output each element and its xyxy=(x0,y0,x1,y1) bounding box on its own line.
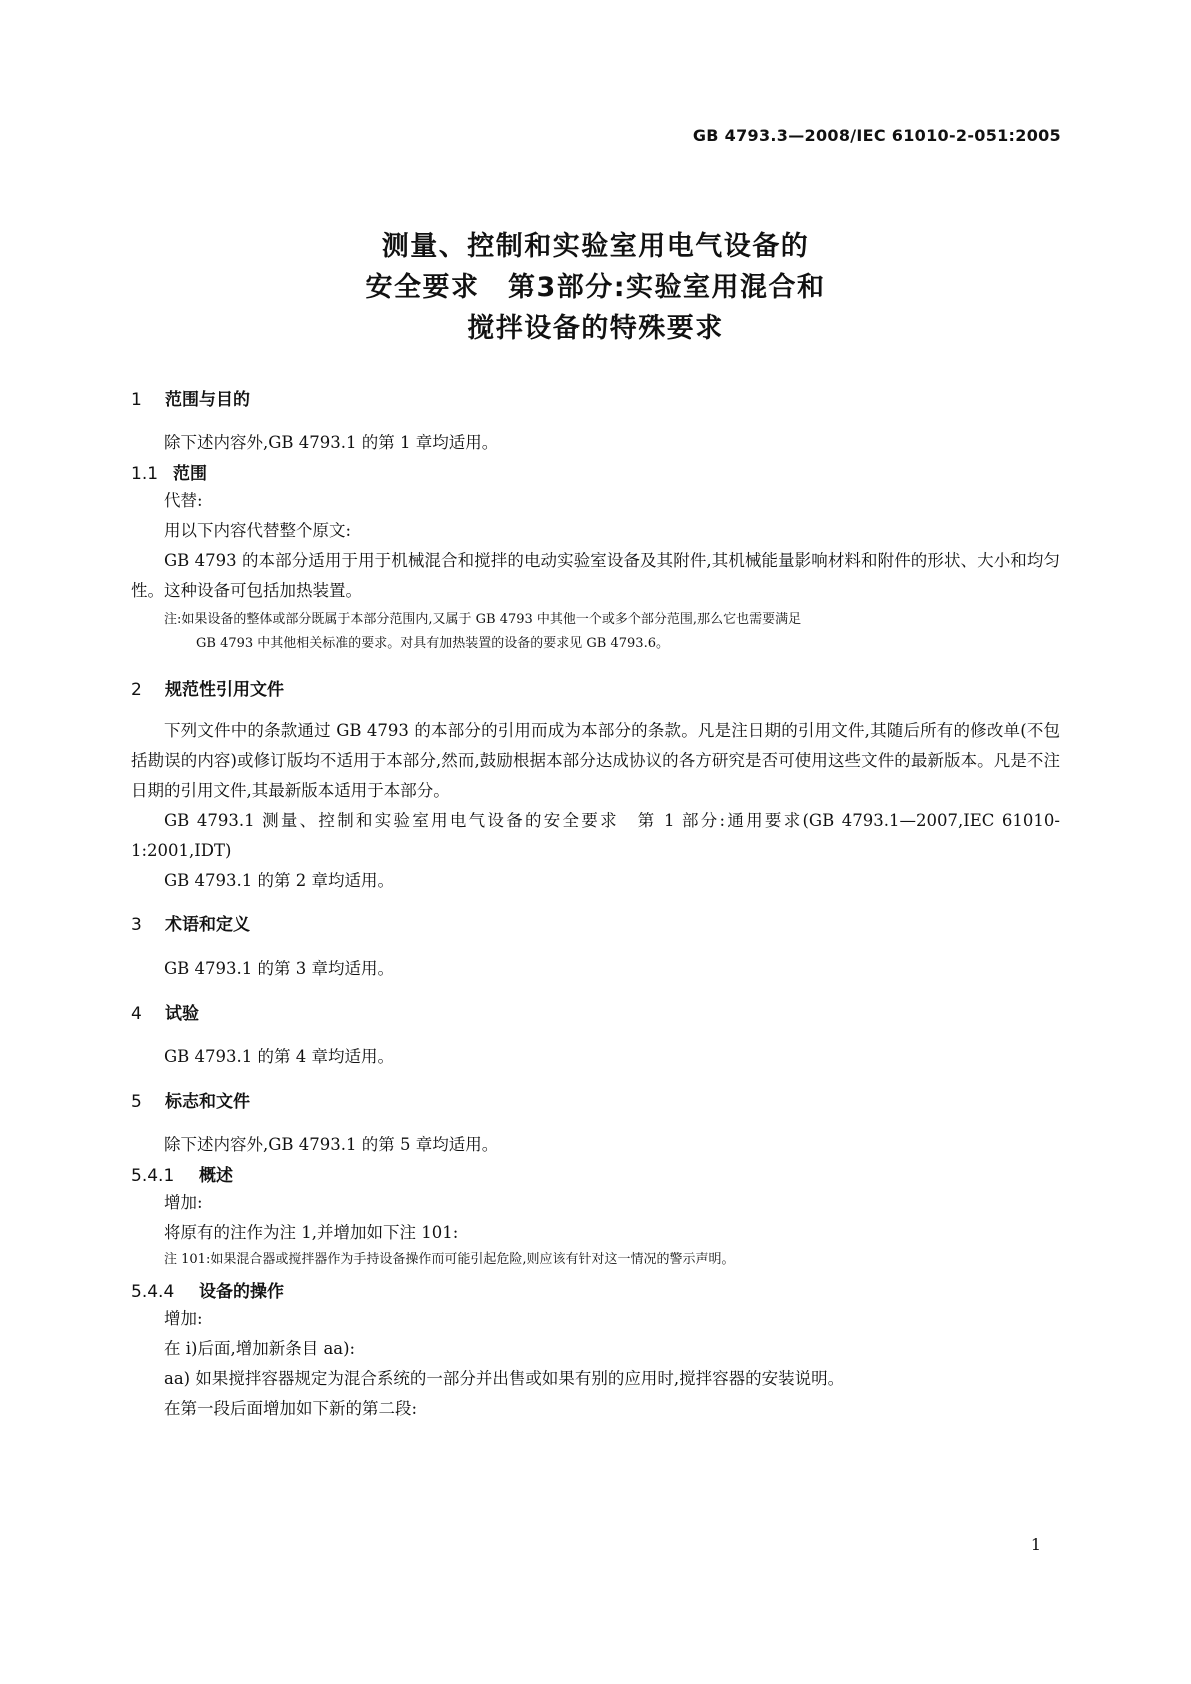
section-number: 5.4.1 xyxy=(131,1166,175,1186)
section-number: 2 xyxy=(131,680,142,700)
section-heading xyxy=(131,1002,1060,1026)
note xyxy=(131,608,1060,656)
section-title: 设备的操作 xyxy=(199,1282,284,1302)
paragraph: GB 4793 的本部分适用于用于机械混合和搅拌的电动实验室设备及其附件,其机械能量影响材料和附件的形状、大小和均匀性。这种设备可包括加热装置。 xyxy=(131,551,1060,600)
list-line: 将原有的注作为注 1,并增加如下注 101: xyxy=(164,1223,459,1242)
paragraph: 除下述内容外,GB 4793.1 的第 5 章均适用。 xyxy=(164,1135,499,1154)
section-title: 规范性引用文件 xyxy=(165,680,284,700)
list-line: 增加: xyxy=(164,1193,203,1212)
section-number: 4 xyxy=(131,1004,142,1024)
standard-code: GB 4793.3—2008/IEC 61010-2-051:2005 xyxy=(692,126,1061,145)
section-title: 试验 xyxy=(165,1004,199,1024)
document-title xyxy=(0,226,1191,349)
list-line: 增加: xyxy=(164,1309,203,1328)
section-2 xyxy=(131,678,1060,702)
list-line: 用以下内容代替整个原文: xyxy=(164,521,352,540)
title-line-2: 安全要求 第3部分:实验室用混合和 xyxy=(365,272,826,303)
note-line: 注:如果设备的整体或部分既属于本部分范围内,又属于 GB 4793 中其他一个或多个部分范围,那么它也需要满足 xyxy=(164,612,802,627)
section-number: 1.1 xyxy=(131,464,159,484)
section-title: 范围与目的 xyxy=(165,390,250,410)
paragraph: GB 4793.1 的第 3 章均适用。 xyxy=(164,959,395,978)
section-heading xyxy=(131,462,1060,486)
paragraph: GB 4793.1 测量、控制和实验室用电气设备的安全要求 第 1 部分:通用要求(GB 4793.1—2007,IEC 61010-1:2001,IDT) xyxy=(131,811,1060,860)
section-1-1 xyxy=(131,462,1060,656)
section-2-body xyxy=(131,716,1060,896)
title-line-3: 搅拌设备的特殊要求 xyxy=(467,313,724,344)
section-5-4-4 xyxy=(131,1280,1060,1424)
paragraph: GB 4793.1 的第 2 章均适用。 xyxy=(164,871,395,890)
list-line: aa) 如果搅拌容器规定为混合系统的一部分并出售或如果有别的应用时,搅拌容器的安装说明。 xyxy=(164,1369,845,1388)
list-line: 在 i)后面,增加新条目 aa): xyxy=(164,1339,356,1358)
section-4-body xyxy=(131,1042,1060,1072)
section-4 xyxy=(131,1002,1060,1026)
paragraph: 除下述内容外,GB 4793.1 的第 1 章均适用。 xyxy=(164,433,499,452)
list-line: 在第一段后面增加如下新的第二段: xyxy=(164,1399,418,1418)
section-5 xyxy=(131,1090,1060,1114)
note-line: GB 4793 中其他相关标准的要求。对具有加热装置的设备的要求见 GB 4793.6。 xyxy=(196,636,669,651)
section-1 xyxy=(131,388,1060,412)
section-heading xyxy=(131,678,1060,702)
section-number: 5 xyxy=(131,1092,142,1112)
section-title: 概述 xyxy=(199,1166,233,1186)
paragraph: GB 4793.1 的第 4 章均适用。 xyxy=(164,1047,395,1066)
paragraph: 下列文件中的条款通过 GB 4793 的本部分的引用而成为本部分的条款。凡是注日期的引用文件,其随后所有的修改单(不包括勘误的内容)或修订版均不适用于本部分,然而,鼓励根据本部分达成协议的各方研究是否可使用这些文件的最新版本。凡是不注日期的引用文件,其最新版本适用于本部分。 xyxy=(131,721,1060,800)
section-3-body xyxy=(131,954,1060,984)
page-number: 1 xyxy=(1030,1535,1041,1554)
section-title: 范围 xyxy=(173,464,207,484)
section-heading xyxy=(131,1280,1060,1304)
section-title: 标志和文件 xyxy=(165,1092,250,1112)
section-1-body xyxy=(131,428,1060,458)
section-3 xyxy=(131,913,1060,937)
section-5-4-1 xyxy=(131,1164,1060,1272)
section-number: 1 xyxy=(131,390,142,410)
section-heading xyxy=(131,913,1060,937)
section-heading xyxy=(131,1090,1060,1114)
title-line-1: 测量、控制和实验室用电气设备的 xyxy=(381,231,810,262)
section-number: 5.4.4 xyxy=(131,1282,175,1302)
section-number: 3 xyxy=(131,915,142,935)
note-line: 注 101:如果混合器或搅拌器作为手持设备操作而可能引起危险,则应该有针对这一情况的警示声明。 xyxy=(164,1252,735,1267)
note xyxy=(131,1248,1060,1272)
section-heading xyxy=(131,1164,1060,1188)
section-5-body xyxy=(131,1130,1060,1160)
list-line: 代替: xyxy=(164,491,203,510)
section-heading xyxy=(131,388,1060,412)
section-title: 术语和定义 xyxy=(165,915,250,935)
